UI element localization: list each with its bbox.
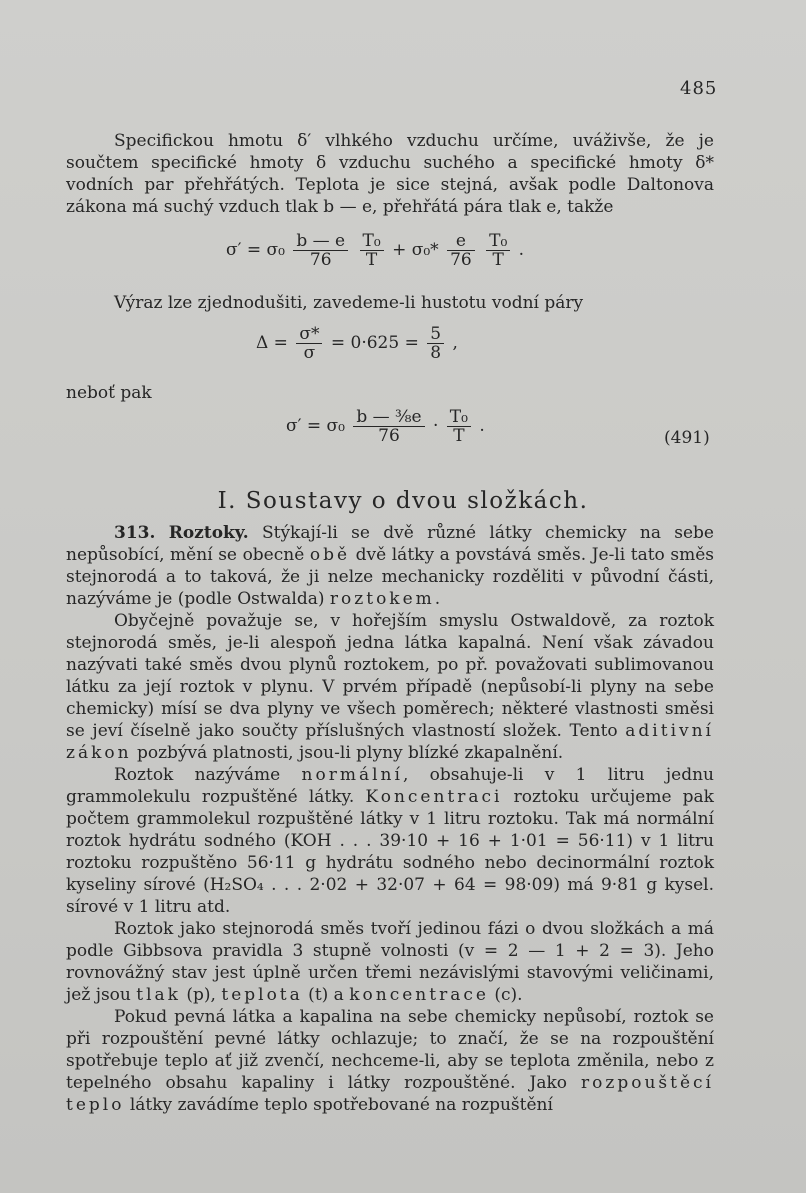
text-run: (c). <box>488 985 523 1005</box>
eq2-fraction-2 <box>427 325 444 362</box>
eq3-f1-den: 76 <box>378 426 400 446</box>
eq3-fraction-2 <box>447 408 471 445</box>
text-run: Roztok jako stejnorodá směs tvoří jedinou fázi o dvou složkách a má podle Gibbsova pravidla 3 stupně volnosti (v = 2 — 1 + 2 = 3). Jeho rovnovážný stav jest úplně určen třemi nezávislými stavovými veličinami, jež jsou <box>66 919 714 1005</box>
spaced-term: rozpouštěcí teplo <box>66 1073 714 1115</box>
eq2-f1-den: σ <box>303 343 316 363</box>
eq1-fraction-3 <box>447 232 475 269</box>
eq1-f3-den: 76 <box>450 250 472 270</box>
eq1-lhs: σ′ = σ₀ <box>226 240 285 260</box>
text-run: látky zavádíme teplo spotřebované na rozpuštění <box>124 1095 553 1115</box>
eq2-end: , <box>452 333 458 353</box>
section-number: 313. <box>114 523 156 543</box>
eq1-f2-den: T <box>365 250 378 270</box>
eq2-f1-num: σ* <box>296 325 322 344</box>
spaced-term: tlak <box>136 985 181 1005</box>
eq1-mid: + σ₀* <box>392 240 439 260</box>
eq2-mid: = 0·625 = <box>330 333 419 353</box>
paragraph-dissolution-heat <box>66 1006 714 1116</box>
eq3-fraction-1 <box>353 408 424 445</box>
equation-delta <box>256 325 458 362</box>
section-313-body <box>66 522 714 1116</box>
eq1-f4-den: T <box>492 250 504 270</box>
equation-number: (491) <box>664 428 710 448</box>
equation-sigma-prime <box>226 232 524 269</box>
text-run: Roztok nazýváme <box>114 765 302 785</box>
eq1-f2-num: T₀ <box>360 232 384 251</box>
eq1-f1-den: 76 <box>309 250 332 270</box>
text-run: Obyčejně považuje se, v hořejším smyslu Ostwaldově, za roztok stejnorodá směs, je-li alespoň jedna látka kapalná. Není však závadou nazývati také směs dvou plynů roztokem, po př. považovati sublimovanou látku za její roztok v plynu. V prvém případě (nepůsobí-li plyny na sebe chemicky) mísí se dva plyny ve všech poměrech; některé vlastnosti směsi se jeví číselně jako součty příslušných vlastností složek. Tento <box>66 611 714 741</box>
spaced-term: koncentrace <box>349 985 489 1005</box>
text-run: , obsahuje-li v 1 litru jednu grammolekulu rozpuštěné látky. <box>66 765 715 807</box>
paragraph-simplify <box>66 292 714 314</box>
text-run: dvě látky a povstává směs. Je-li tato směs stejnorodá a to taková, že ji nelze mechanicky rozděliti v původní části, nazýváme je (podle Ostwalda) <box>66 545 715 609</box>
eq1-fraction-2 <box>360 232 384 269</box>
eq1-fraction-1 <box>293 232 348 269</box>
eq1-end: . <box>518 240 525 260</box>
eq1-fraction-4 <box>486 232 510 269</box>
eq1-f1-num: b — e <box>293 232 348 251</box>
eq3-lhs: σ′ = σ₀ <box>286 416 345 436</box>
text-run: (t) a <box>302 985 350 1005</box>
paragraph-text: neboť pak <box>66 383 152 403</box>
paragraph-normal-solution <box>66 764 714 918</box>
page-number: 485 <box>680 78 718 99</box>
equation-491 <box>286 408 485 445</box>
eq1-f3-num: e <box>447 232 475 251</box>
spaced-term: roztokem <box>329 589 435 609</box>
spaced-term: aditivní zákon <box>66 721 714 763</box>
spaced-term: obě <box>309 545 351 565</box>
text-run: Stýkají-li se dvě různé látky chemicky na sebe nepůsobící, mění se obecně <box>66 523 714 565</box>
eq2-fraction-1 <box>296 325 322 362</box>
eq3-f2-den: T <box>453 426 465 446</box>
spaced-term: Koncentraci <box>365 787 503 807</box>
spaced-term: normální <box>301 765 403 785</box>
eq3-dot: · <box>432 416 439 436</box>
section-heading: I. Soustavy o dvou složkách. <box>217 488 589 514</box>
text-run: . <box>434 589 441 609</box>
spaced-term: teplota <box>221 985 303 1005</box>
eq3-f1-num: b — ⅜e <box>353 408 424 427</box>
text-run: (p), <box>181 985 222 1005</box>
section-title: Roztoky. <box>168 523 249 543</box>
paragraph-ostwald <box>66 610 714 764</box>
text-run: Pokud pevná látka a kapalina na sebe chemicky nepůsobí, roztok se při rozpouštění pevné látky ochlazuje; to značí, že se na rozpouštění spotřebuje teplo ať již zvenčí, nechceme-li, aby se teplota změnila, nebo z tepelného obsahu kapaliny i látky rozpouštěné. Jako <box>66 1007 714 1093</box>
eq2-f2-num: 5 <box>427 325 444 344</box>
text-run: roztoku určujeme pak počtem grammolekul rozpuštěné látky v 1 litru roztoku. Tak má normální roztok hydrátu sodného (KOH . . . 39·10 + 16 + 1·01 = 56·11) v 1 litru roztoku rozpuštěno 56·11 g hydrátu sodného nebo decinormální roztok kyseliny sírové (H₂SO₄ . . . 2·02 + 32·07 + 64 = 98·09) má 9·81 g kysel. sírové v 1 litru atd. <box>66 787 714 917</box>
eq1-f4-num: T₀ <box>486 232 510 251</box>
eq3-end: . <box>479 416 485 436</box>
text-run: pozbývá platnosti, jsou-li plyny blízké zkapalnění. <box>131 743 564 763</box>
eq2-lhs: Δ = <box>256 333 288 353</box>
paragraph-specific-mass <box>66 130 714 218</box>
eq3-f2-num: T₀ <box>447 408 471 427</box>
paragraph-gibbs <box>66 918 714 1006</box>
eq2-f2-den: 8 <box>430 343 442 363</box>
paragraph-text: Výraz lze zjednodušiti, zavedeme-li hustotu vodní páry <box>114 293 584 313</box>
paragraph-text: Specifickou hmotu δ′ vlhkého vzduchu určíme, uváživše, že je součtem specifické hmoty δ vzduchu suchého a specifické hmoty δ* vodních par přehřátých. Teplota je sice stejná, avšak podle Daltonova zákona má suchý vzduch tlak b — e, přehřátá pára tlak e, takže <box>66 131 714 217</box>
paragraph-roztoky <box>66 522 714 610</box>
paragraph-then <box>66 382 714 404</box>
